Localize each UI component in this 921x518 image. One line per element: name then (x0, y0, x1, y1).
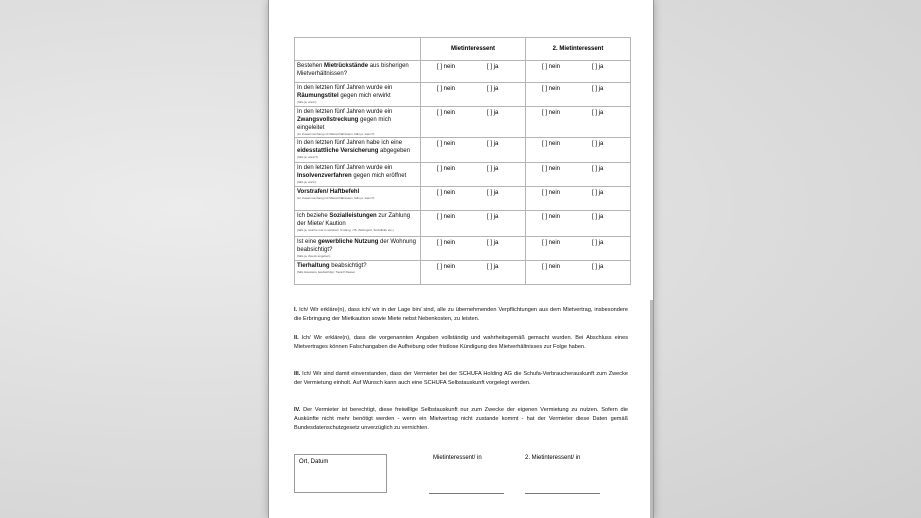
table-row (295, 261, 631, 285)
checkbox-nein[interactable]: [ ] nein (437, 240, 456, 246)
checkbox-nein[interactable]: [ ] nein (437, 264, 456, 270)
checkbox-ja[interactable]: [ ] ja (592, 214, 604, 220)
question-keyword: Vorstrafen/ Haftbefehl (297, 189, 360, 195)
question-note: (falls ja, Zweck angeben) (297, 254, 331, 258)
checkbox-ja[interactable]: [ ] ja (487, 264, 499, 270)
checkbox-ja[interactable]: [ ] ja (487, 110, 499, 116)
answer-cell-tenant-1 (421, 163, 526, 187)
table-header-row (295, 38, 631, 61)
table-row (295, 187, 631, 211)
paragraph-3 (294, 370, 628, 388)
questionnaire-table (294, 37, 631, 285)
checkbox-nein[interactable]: [ ] nein (542, 190, 561, 196)
answer-cell-tenant-2 (526, 61, 631, 83)
table-row (295, 237, 631, 261)
question-keyword: Sozialleistungen (329, 213, 377, 219)
answer-cell-tenant-1 (421, 138, 526, 163)
checkbox-nein[interactable]: [ ] nein (437, 214, 456, 220)
checkbox-ja[interactable]: [ ] ja (592, 190, 604, 196)
question-text: aus bisherigen Mietverhältnissen? (297, 63, 409, 77)
question-cell (295, 261, 421, 285)
header-tenant-2: 2. Mietinteressent (526, 38, 631, 61)
checkbox-nein[interactable]: [ ] nein (542, 240, 561, 246)
question-keyword: Räumungstitel (297, 93, 339, 99)
paragraph-number: IV. (294, 407, 301, 413)
checkbox-ja[interactable]: [ ] ja (487, 86, 499, 92)
question-text: zur Zahlung der Miete/ Kaution (297, 213, 411, 227)
paragraph-text: Ich/ Wir sind damit einverstanden, dass der Vermieter bei der SCHUFA Holding AG die Schufa-Verbraucherauskunft zum Zwecke der Vermietung einholt. Auf Wunsch kann auch eine SCHUFA Selbstauskunft vorgelegt werden. (294, 371, 628, 387)
question-text: gegen mich erwirkt (338, 93, 391, 99)
answer-cell-tenant-2 (526, 187, 631, 211)
paragraph-text: Ich/ Wir erkläre(n), dass die vorgenannten Angaben vollständig und wahrheitsgemäß gemacht wurden. Bei Abschluss eines Mietvertrages können Falschangaben die Aufhebung oder fristlose Kündigung des Mietverhältnisses zur Folge haben. (294, 335, 628, 351)
question-cell (295, 163, 421, 187)
document-page (268, 0, 654, 518)
question-text: Ich beziehe (297, 213, 330, 219)
question-note: (falls ja, wann) (297, 180, 317, 184)
checkbox-ja[interactable]: [ ] ja (592, 264, 604, 270)
checkbox-nein[interactable]: [ ] nein (542, 214, 561, 220)
paragraph-2 (294, 334, 628, 352)
table-row (295, 211, 631, 237)
answer-cell-tenant-2 (526, 261, 631, 285)
checkbox-nein[interactable]: [ ] nein (437, 86, 456, 92)
tenant-2-signature-line[interactable] (525, 493, 600, 494)
checkbox-nein[interactable]: [ ] nein (437, 110, 456, 116)
question-text: gegen mich eröffnet (351, 173, 407, 179)
paragraph-text: Ich/ Wir erkläre(n), dass ich/ wir in der Lage bin/ sind, alle zu übernehmenden Verpflichtungen aus dem Mietvertrag, insbesondere die Erbringung der Mietkaution sowie Miete nebst Nebenkosten, zu leisten. (294, 307, 628, 323)
checkbox-nein[interactable]: [ ] nein (542, 64, 561, 70)
question-keyword: gewerbliche Nutzung (318, 239, 379, 245)
paragraph-number: I. (294, 307, 298, 313)
question-text: Ist eine (297, 239, 319, 245)
checkbox-ja[interactable]: [ ] ja (487, 190, 499, 196)
answer-cell-tenant-1 (421, 187, 526, 211)
checkbox-ja[interactable]: [ ] ja (592, 166, 604, 172)
tenant-2-signature-label: 2. Mietinteressent/ in (525, 455, 581, 461)
header-tenant-1: Mietinteressent (421, 38, 526, 61)
checkbox-ja[interactable]: [ ] ja (487, 214, 499, 220)
question-text: In den letzten fünf Jahren wurde ein (297, 165, 393, 171)
question-keyword: Tierhaltung (297, 263, 330, 269)
question-text: beabsichtigt? (329, 263, 367, 269)
answer-cell-tenant-2 (526, 237, 631, 261)
question-text: Bestehen (297, 63, 325, 69)
table-row (295, 138, 631, 163)
paragraph-number: III. (294, 371, 301, 377)
question-note: (falls ja, wann?) (297, 155, 319, 159)
question-cell (295, 237, 421, 261)
checkbox-ja[interactable]: [ ] ja (487, 141, 499, 147)
checkbox-ja[interactable]: [ ] ja (592, 240, 604, 246)
question-cell (295, 61, 421, 83)
checkbox-ja[interactable]: [ ] ja (487, 166, 499, 172)
question-text: In den letzten fünf Jahren wurde ein (297, 109, 393, 115)
answer-cell-tenant-2 (526, 211, 631, 237)
paragraph-text: Der Vermieter ist berechtigt, diese freiwillige Selbstauskunft nur zum Zwecke der eigenen Vermietung zu nutzen. Sofern die Auskünfte nicht mehr benötigt werden - wenn ein Mietvertrag nicht zustande kommt - hat der Vermieter diese Daten gemäß Bundesdatenschutzgesetz unverzüglich zu vernichten. (294, 407, 628, 432)
question-text: gegen mich eingeleitet (297, 117, 392, 131)
answer-cell-tenant-2 (526, 163, 631, 187)
checkbox-nein[interactable]: [ ] nein (437, 166, 456, 172)
checkbox-nein[interactable]: [ ] nein (437, 190, 456, 196)
answer-cell-tenant-1 (421, 261, 526, 285)
answer-cell-tenant-2 (526, 138, 631, 163)
paragraph-1 (294, 306, 628, 324)
question-note: (im Zusammenhang mit Mietverhältnissen, falls ja, wann?) (297, 196, 375, 200)
question-keyword: Mietrückstände (324, 63, 369, 69)
checkbox-nein[interactable]: [ ] nein (542, 110, 561, 116)
checkbox-nein[interactable]: [ ] nein (542, 264, 561, 270)
checkbox-nein[interactable]: [ ] nein (437, 141, 456, 147)
question-cell (295, 138, 421, 163)
tenant-1-signature-line[interactable] (429, 493, 504, 494)
question-keyword: Zwangsvollstreckung (297, 117, 359, 123)
answer-cell-tenant-2 (526, 107, 631, 138)
paragraph-4 (294, 406, 628, 434)
question-text: der Wohnung beabsichtigt? (297, 239, 416, 253)
checkbox-nein[interactable]: [ ] nein (542, 141, 561, 147)
answer-cell-tenant-1 (421, 211, 526, 237)
checkbox-ja[interactable]: [ ] ja (592, 141, 604, 147)
question-note: (im Zusammenhang mit Mietverhältnissen, falls ja, wann?) (297, 132, 375, 136)
question-text: abgegeben (378, 148, 411, 154)
scrollbar[interactable] (650, 300, 653, 518)
checkbox-ja[interactable]: [ ] ja (487, 240, 499, 246)
paragraph-number: II. (294, 335, 299, 341)
place-date-field[interactable] (294, 454, 387, 493)
answer-cell-tenant-1 (421, 61, 526, 83)
question-cell (295, 107, 421, 138)
question-cell (295, 187, 421, 211)
checkbox-nein[interactable]: [ ] nein (437, 64, 456, 70)
question-note: (falls ja, welche und in welchem Umfang, z.B. Wohngeld, Sozialhilfe etc.) (297, 228, 394, 232)
table-row (295, 61, 631, 83)
table-row (295, 163, 631, 187)
place-date-label: Ort, Datum (299, 459, 329, 465)
question-cell (295, 83, 421, 107)
table-row (295, 107, 631, 138)
question-text: In den letzten fünf Jahren habe ich eine (297, 140, 403, 146)
question-keyword: eidesstattliche Versicherung (297, 148, 379, 154)
answer-cell-tenant-1 (421, 83, 526, 107)
question-keyword: Insolvenzverfahren (297, 173, 352, 179)
checkbox-nein[interactable]: [ ] nein (542, 86, 561, 92)
checkbox-ja[interactable]: [ ] ja (487, 64, 499, 70)
question-text: In den letzten fünf Jahren wurde ein (297, 85, 393, 91)
answer-cell-tenant-1 (421, 237, 526, 261)
question-note: (falls Haustiere beabsichtigt: Tierart/ Rasse) (297, 270, 356, 274)
checkbox-nein[interactable]: [ ] nein (542, 166, 561, 172)
checkbox-ja[interactable]: [ ] ja (592, 64, 604, 70)
question-note: (falls ja, wann) (297, 100, 317, 104)
header-empty (295, 38, 421, 61)
answer-cell-tenant-1 (421, 107, 526, 138)
checkbox-ja[interactable]: [ ] ja (592, 110, 604, 116)
checkbox-ja[interactable]: [ ] ja (592, 86, 604, 92)
answer-cell-tenant-2 (526, 83, 631, 107)
tenant-1-signature-label: Mietinteressent/ in (433, 455, 482, 461)
question-cell (295, 211, 421, 237)
table-row (295, 83, 631, 107)
